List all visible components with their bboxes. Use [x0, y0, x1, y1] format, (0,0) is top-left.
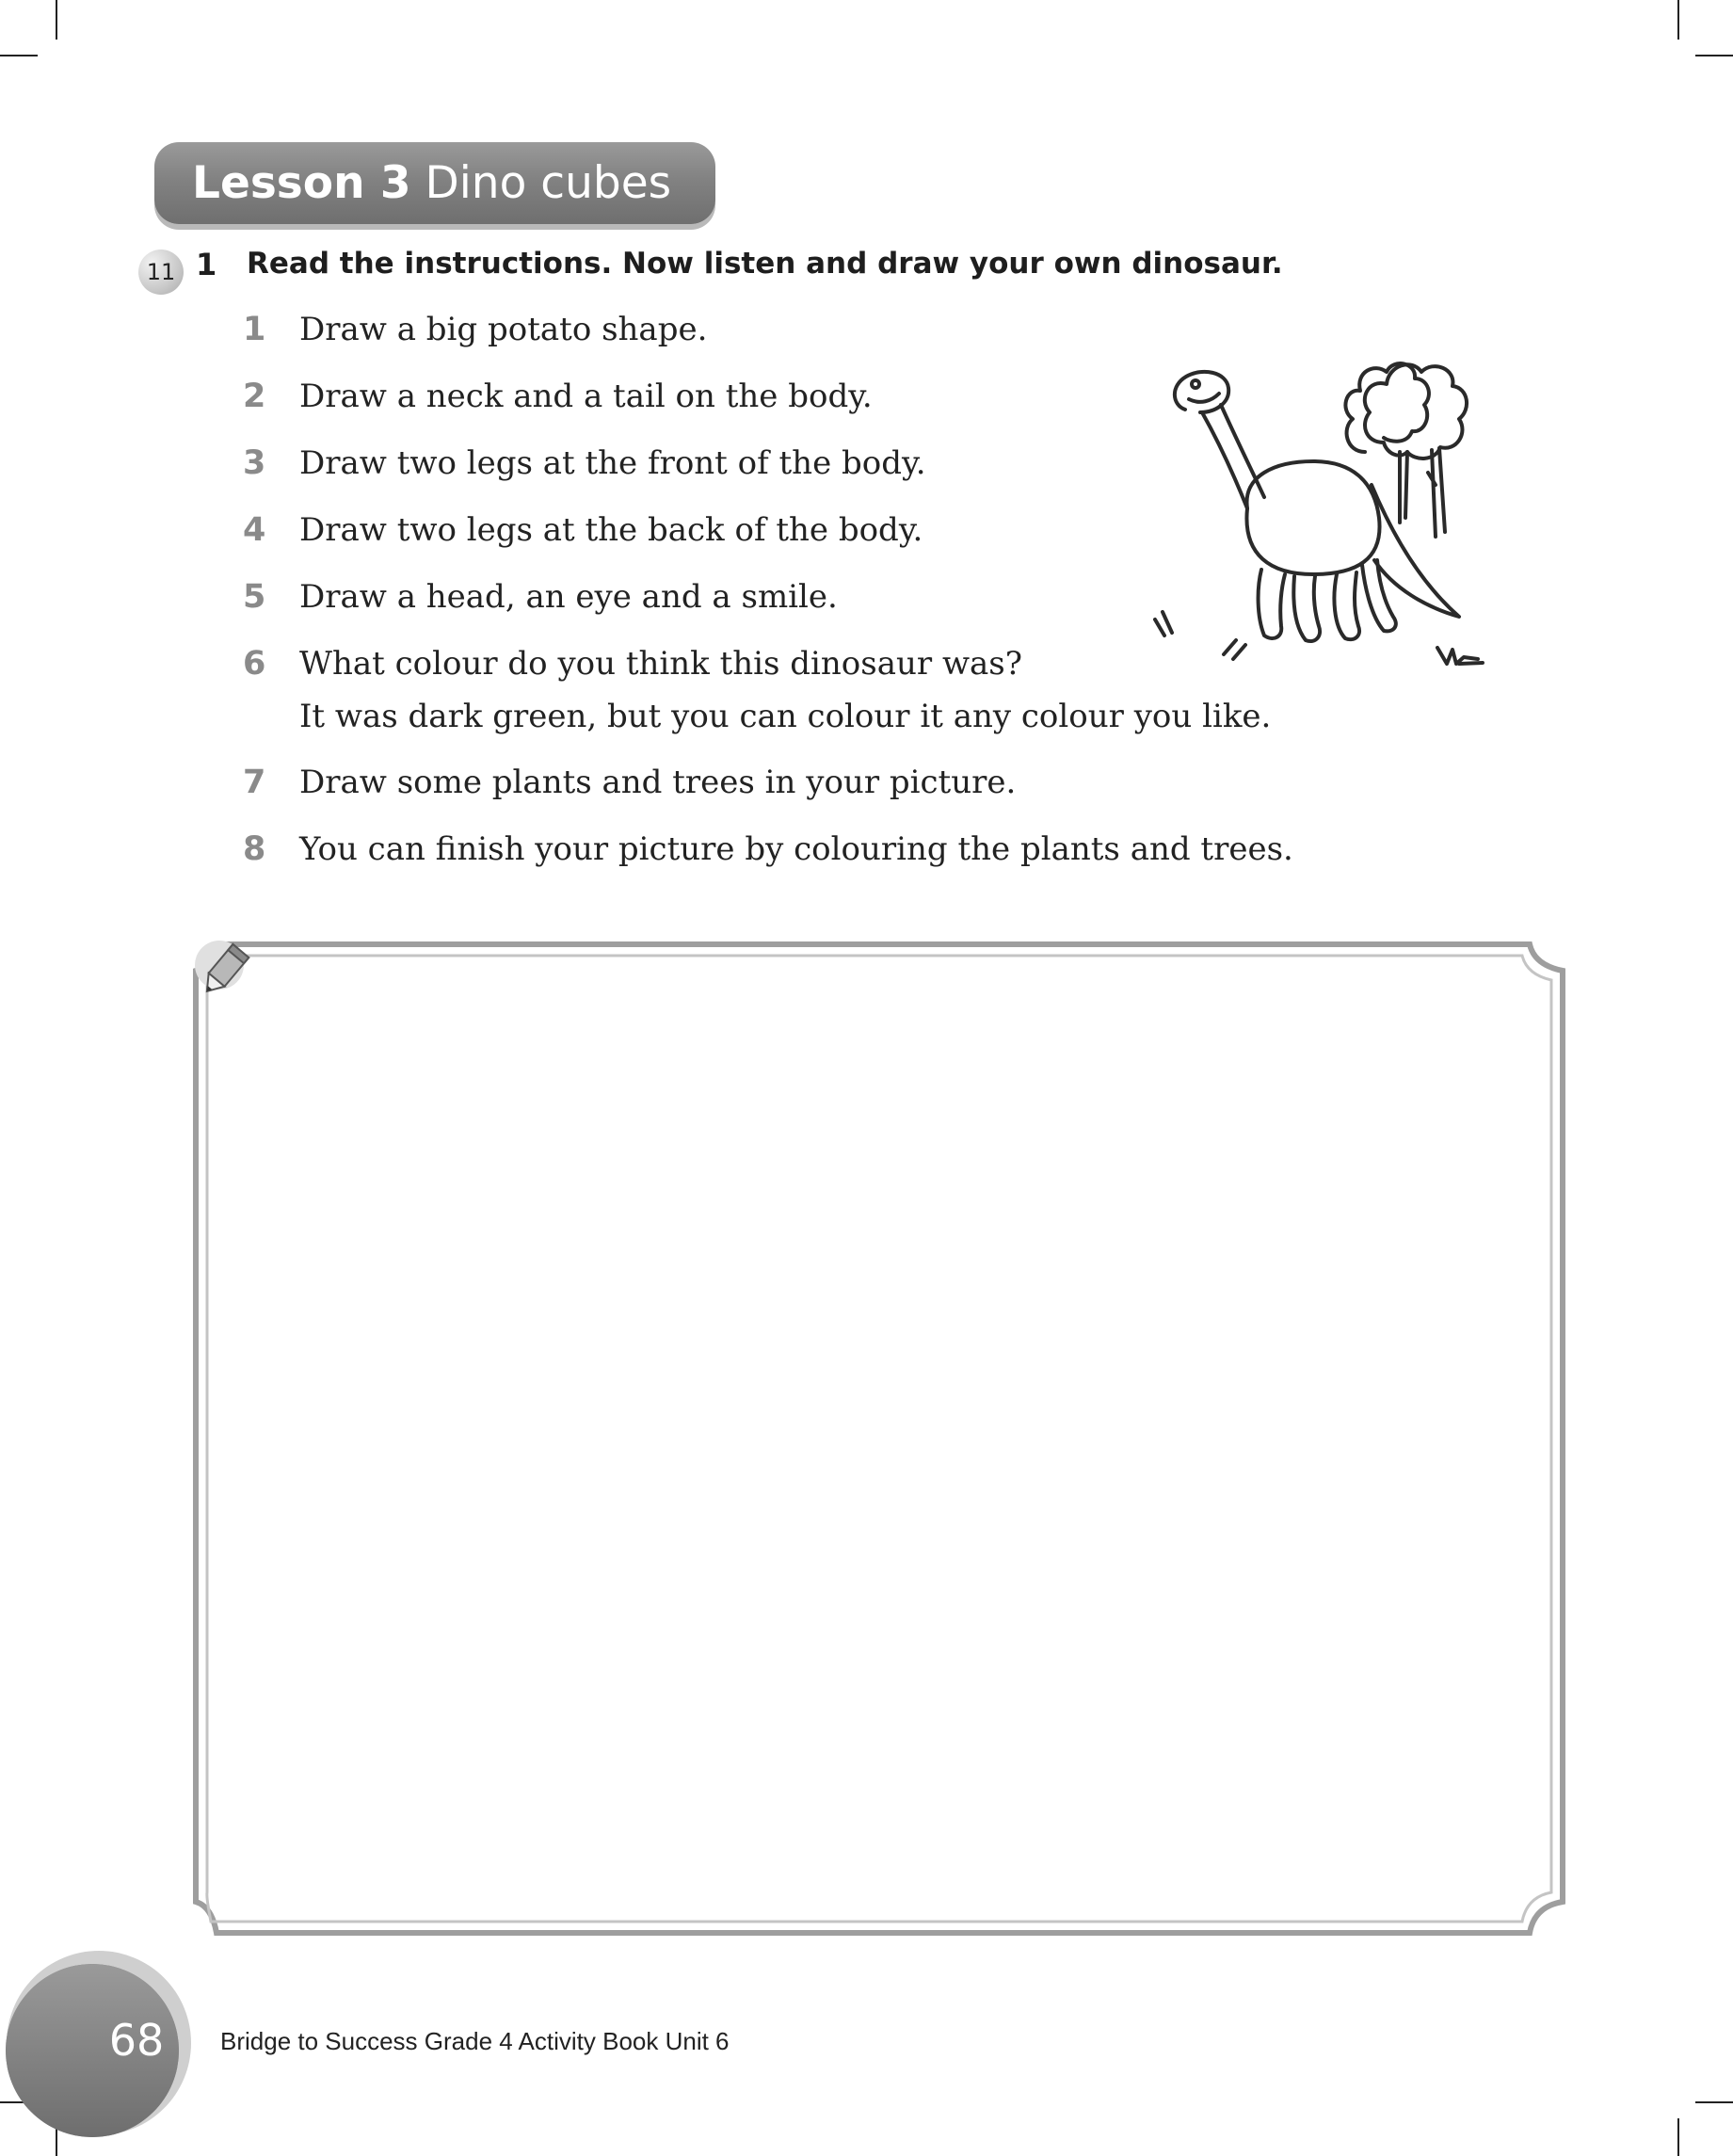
exercise-instruction: Read the instructions. Now listen and draw your own dinosaur. — [247, 247, 1283, 281]
lesson-title: Dino cubes — [425, 157, 672, 209]
step-text: What colour do you think this dinosaur was? — [299, 645, 1022, 683]
crop-mark — [1677, 2118, 1679, 2156]
crop-mark — [1695, 55, 1733, 56]
footer-book: Grade 4 Activity Book Unit 6 — [424, 2027, 730, 2055]
step-number: 2 — [243, 378, 266, 415]
step-text: Draw a big potato shape. — [299, 311, 708, 348]
step-number: 8 — [243, 830, 266, 868]
dinosaur-illustration — [1153, 301, 1520, 678]
step-number: 6 — [243, 645, 266, 683]
lesson-banner — [154, 142, 715, 224]
drawing-area[interactable] — [188, 937, 1581, 1954]
footer-series: Bridge to Success — [220, 2027, 418, 2055]
crop-mark — [0, 55, 38, 56]
footer — [220, 2027, 730, 2056]
step-number: 3 — [243, 444, 266, 482]
page-number: 68 — [108, 2015, 165, 2066]
step-text: You can finish your picture by colouring the plants and trees. — [299, 830, 1293, 868]
crop-mark — [56, 0, 57, 40]
pencil-icon — [193, 939, 259, 1005]
step-text: Draw two legs at the front of the body. — [299, 444, 926, 482]
lesson-label: Lesson 3 — [192, 157, 411, 209]
step-text: Draw a neck and a tail on the body. — [299, 378, 873, 415]
step-number: 7 — [243, 764, 266, 801]
step-text: Draw a head, an eye and a smile. — [299, 578, 838, 616]
step-number: 1 — [243, 311, 266, 348]
step-text: Draw two legs at the back of the body. — [299, 511, 923, 549]
audio-track-icon[interactable] — [138, 249, 184, 295]
step-number: 5 — [243, 578, 266, 616]
step-text-continued: It was dark green, but you can colour it any colour you like. — [299, 698, 1272, 735]
step-number: 4 — [243, 511, 266, 549]
exercise-number: 1 — [196, 247, 217, 282]
crop-mark — [1695, 2101, 1733, 2103]
step-text: Draw some plants and trees in your picture. — [299, 764, 1017, 801]
track-number: 11 — [146, 259, 176, 285]
crop-mark — [1677, 0, 1679, 40]
